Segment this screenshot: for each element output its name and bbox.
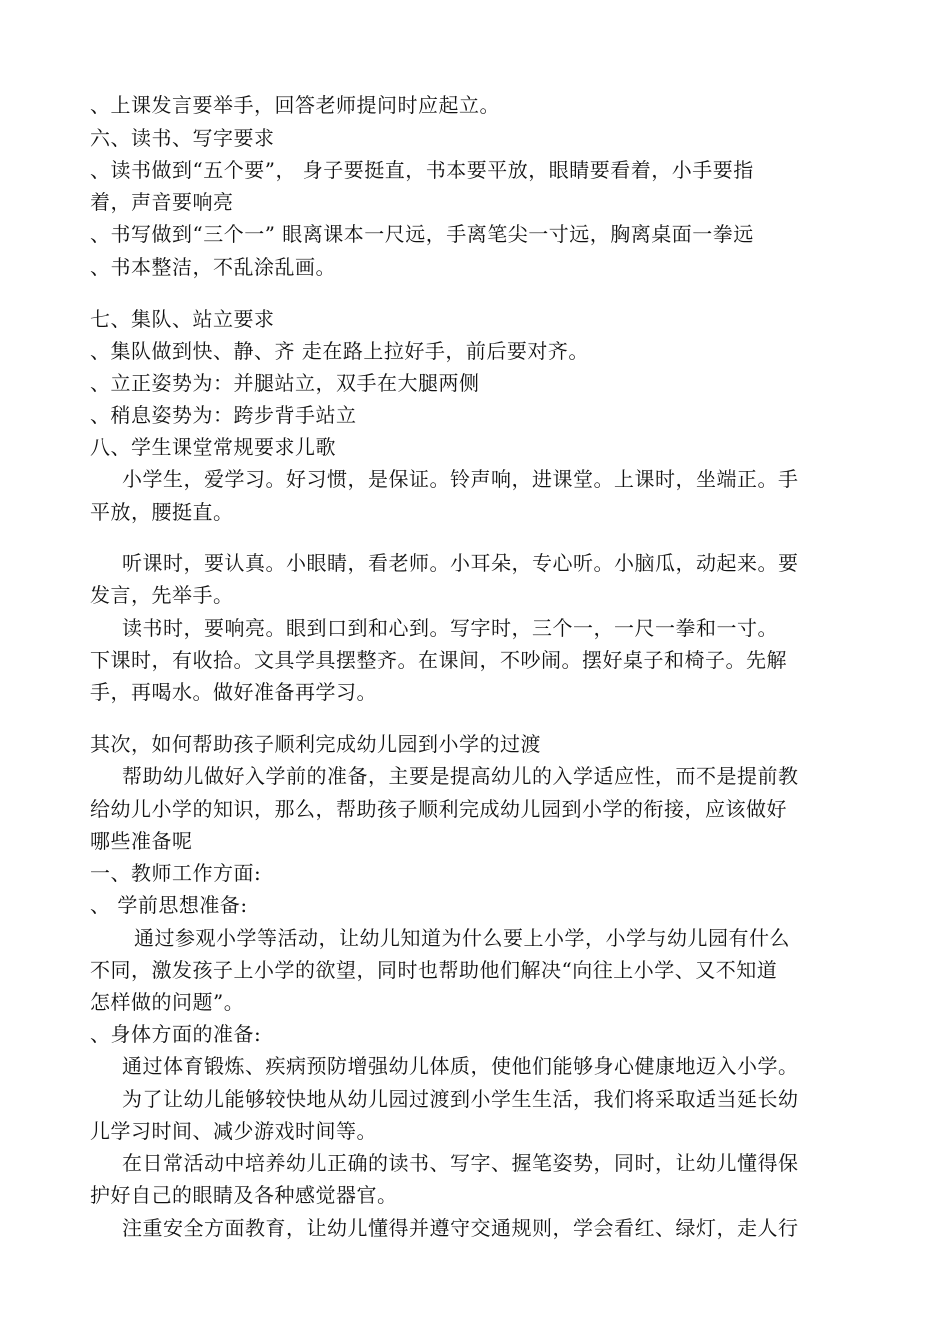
text-line: 注重安全方面教育，让幼儿懂得并遵守交通规则，学会看红、绿灯，走人行	[122, 1216, 799, 1240]
section-heading: 七、集队、站立要求	[90, 307, 275, 331]
text-line: 、立正姿势为：并腿站立，双手在大腿两侧	[90, 371, 480, 395]
section-heading: 其次，如何帮助孩子顺利完成幼儿园到小学的过渡	[90, 732, 541, 756]
section-heading: 八、学生课堂常规要求儿歌	[90, 435, 336, 459]
text-line: 给幼儿小学的知识，那么，帮助孩子顺利完成幼儿园到小学的衔接，应该做好	[90, 797, 787, 821]
text-line: 发言，先举手。	[90, 583, 234, 607]
text-line: 、 学前思想准备:	[90, 893, 248, 917]
text-line: 、稍息姿势为：跨步背手站立	[90, 403, 357, 427]
text-line: 哪些准备呢	[90, 829, 193, 853]
text-line: 护好自己的眼睛及各种感觉器官。	[90, 1183, 398, 1207]
text-line: 不同，激发孩子上小学的欲望，同时也帮助他们解决“向往上小学、又不知道	[90, 958, 778, 982]
text-line: 通过体育锻炼、疾病预防增强幼儿体质，使他们能够身心健康地迈入小学。	[122, 1054, 799, 1078]
text-line: 着，声音要响亮	[90, 190, 234, 214]
text-line: 读书时，要响亮。眼到口到和心到。写字时，三个一，一尺一拳和一寸。	[122, 616, 778, 640]
text-line: 小学生，爱学习。好习惯，是保证。铃声响，进课堂。上课时，坐端正。手	[122, 467, 799, 491]
text-line: 、集队做到快、静、齐 走在路上拉好手，前后要对齐。	[90, 339, 589, 363]
text-line: 、身体方面的准备:	[90, 1022, 262, 1046]
text-line: 、书写做到“三个一” 眼离课本一尺远，手离笔尖一寸远，胸离桌面一拳远	[90, 222, 754, 246]
text-line: 通过参观小学等活动，让幼儿知道为什么要上小学，小学与幼儿园有什么	[134, 926, 790, 950]
text-line: 、书本整洁，不乱涂乱画。	[90, 255, 336, 279]
text-line: 为了让幼儿能够较快地从幼儿园过渡到小学生生活，我们将采取适当延长幼	[122, 1087, 799, 1111]
section-heading: 六、读书、写字要求	[90, 126, 275, 150]
text-line: 在日常活动中培养幼儿正确的读书、写字、握笔姿势，同时，让幼儿懂得保	[122, 1151, 799, 1175]
text-line: 儿学习时间、减少游戏时间等。	[90, 1119, 377, 1143]
text-line: 帮助幼儿做好入学前的准备，主要是提高幼儿的入学适应性，而不是提前教	[122, 764, 799, 788]
text-line: 、上课发言要举手，回答老师提问时应起立。	[90, 93, 500, 117]
text-line: 平放，腰挺直。	[90, 500, 234, 524]
text-line: 怎样做的问题”。	[90, 990, 245, 1014]
section-heading: 一、教师工作方面:	[90, 861, 262, 885]
text-line: 手，再喝水。做好准备再学习。	[90, 680, 377, 704]
text-line: 下课时，有收拾。文具学具摆整齐。在课间，不吵闹。摆好桌子和椅子。先解	[90, 648, 787, 672]
text-line: 听课时，要认真。小眼睛，看老师。小耳朵，专心听。小脑瓜，动起来。要	[122, 551, 799, 575]
text-line: 、读书做到“五个要”， 身子要挺直，书本要平放，眼睛要看着，小手要指	[90, 158, 754, 182]
